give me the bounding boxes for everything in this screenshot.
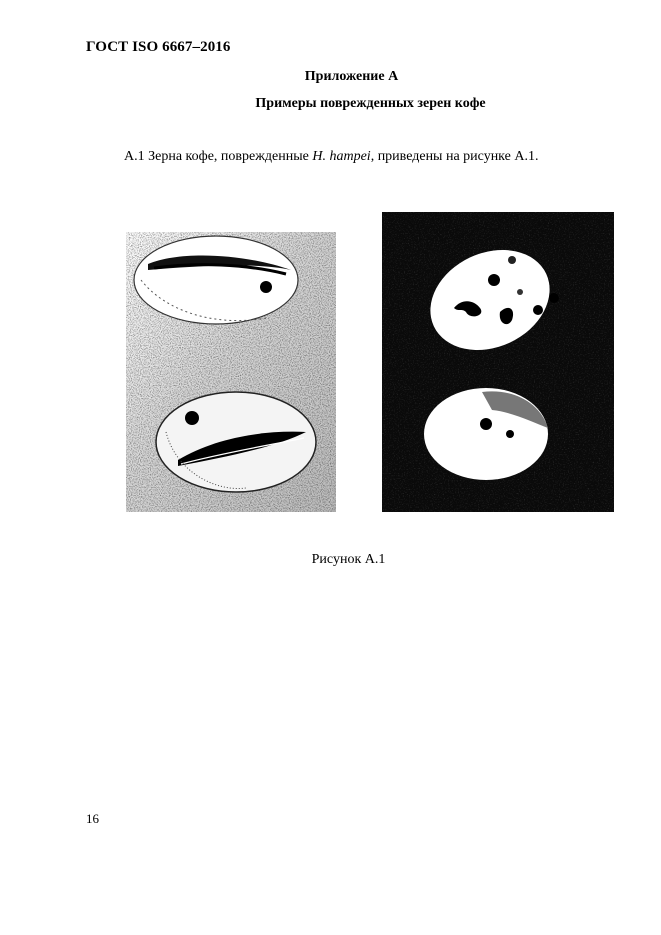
coffee-bean-top-left (134, 236, 298, 324)
coffee-bean-bottom-right (424, 388, 548, 480)
figure-caption: Рисунок А.1 (311, 552, 386, 567)
paragraph-a1-text-after: , приведены на рисунке А.1. (370, 149, 539, 164)
appendix-title: Примеры поврежденных зерен кофе (255, 96, 486, 111)
paragraph-a1 (124, 149, 538, 165)
figure-photo-right (382, 212, 614, 512)
paragraph-a1-species: H. hampei (312, 149, 371, 164)
paragraph-a1-text-before: А.1 Зерна кофе, поврежденные (124, 149, 313, 164)
figure-photo-left (126, 232, 336, 512)
coffee-bean-bottom-left (156, 392, 316, 492)
document-header-standard-id: ГОСТ ISO 6667–2016 (86, 39, 231, 55)
page-number: 16 (86, 811, 99, 826)
appendix-label: Приложение А (304, 69, 399, 84)
